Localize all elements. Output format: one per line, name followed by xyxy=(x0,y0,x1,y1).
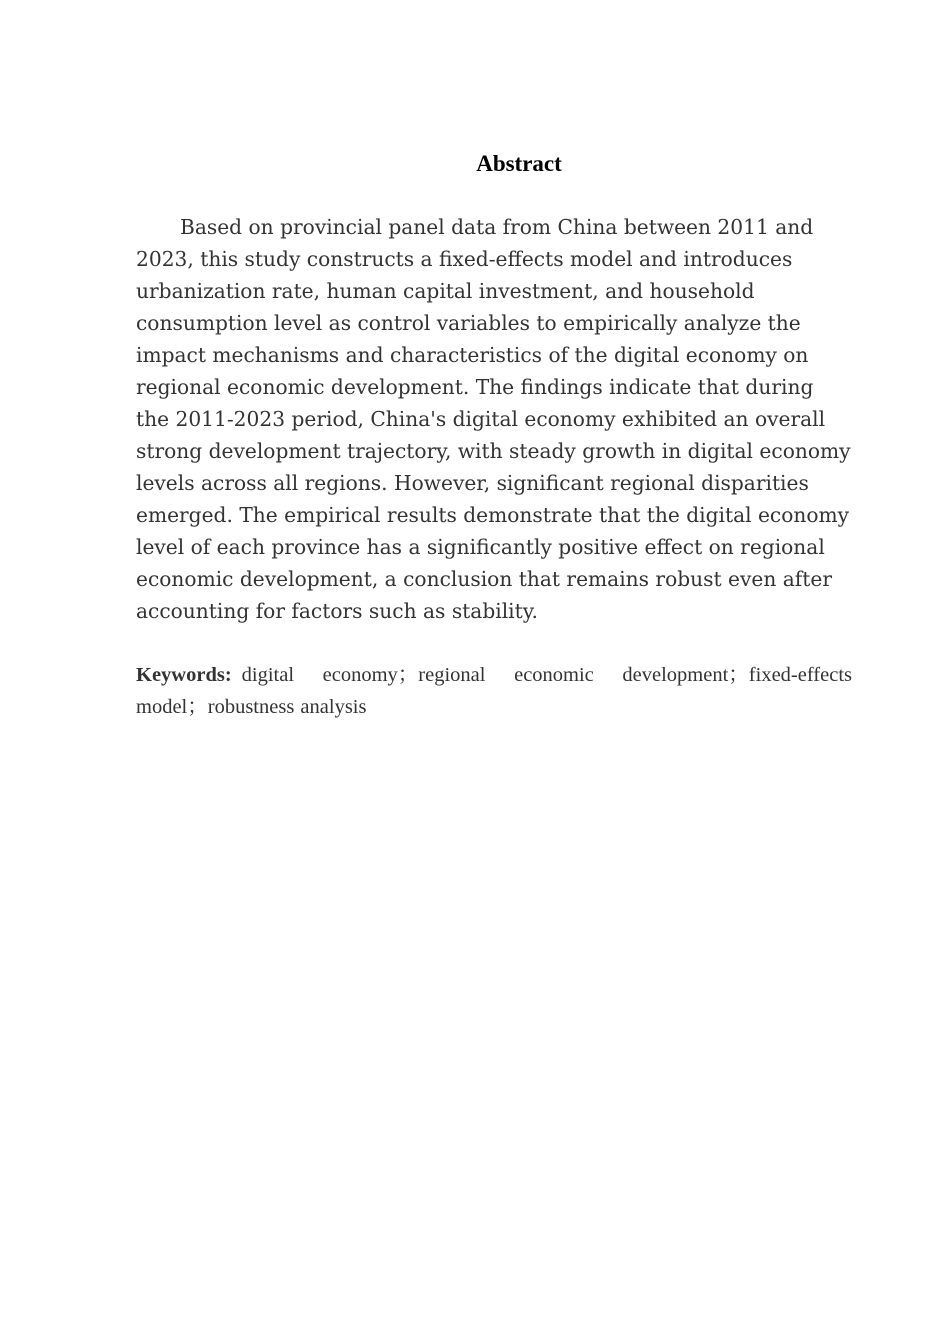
abstract-paragraph: Based on provincial panel data from China between 2011 and 2023, this study constructs a fixed-effects model and introduces urbanization rate, human capital investment, and household consumption level as control variables to empirically analyze the impact mechanisms and characteristics of the digital economy on regional economic development. The findings indicate that during the 2011-2023 period, China's digital economy exhibited an overall strong development trajectory, with steady growth in digital economy levels across all regions. However, significant regional disparities emerged. The empirical results demonstrate that the digital economy level of each province has a significantly positive effect on regional economic development, a conclusion that remains robust even after accounting for factors such as stability. xyxy=(136,215,851,623)
keywords-text: digital economy；regional economic development；fixed-effects model；robustness analysis xyxy=(136,664,852,718)
keywords-label: Keywords: xyxy=(136,664,232,686)
abstract-title: Abstract xyxy=(476,151,562,176)
keywords-line xyxy=(136,659,852,723)
